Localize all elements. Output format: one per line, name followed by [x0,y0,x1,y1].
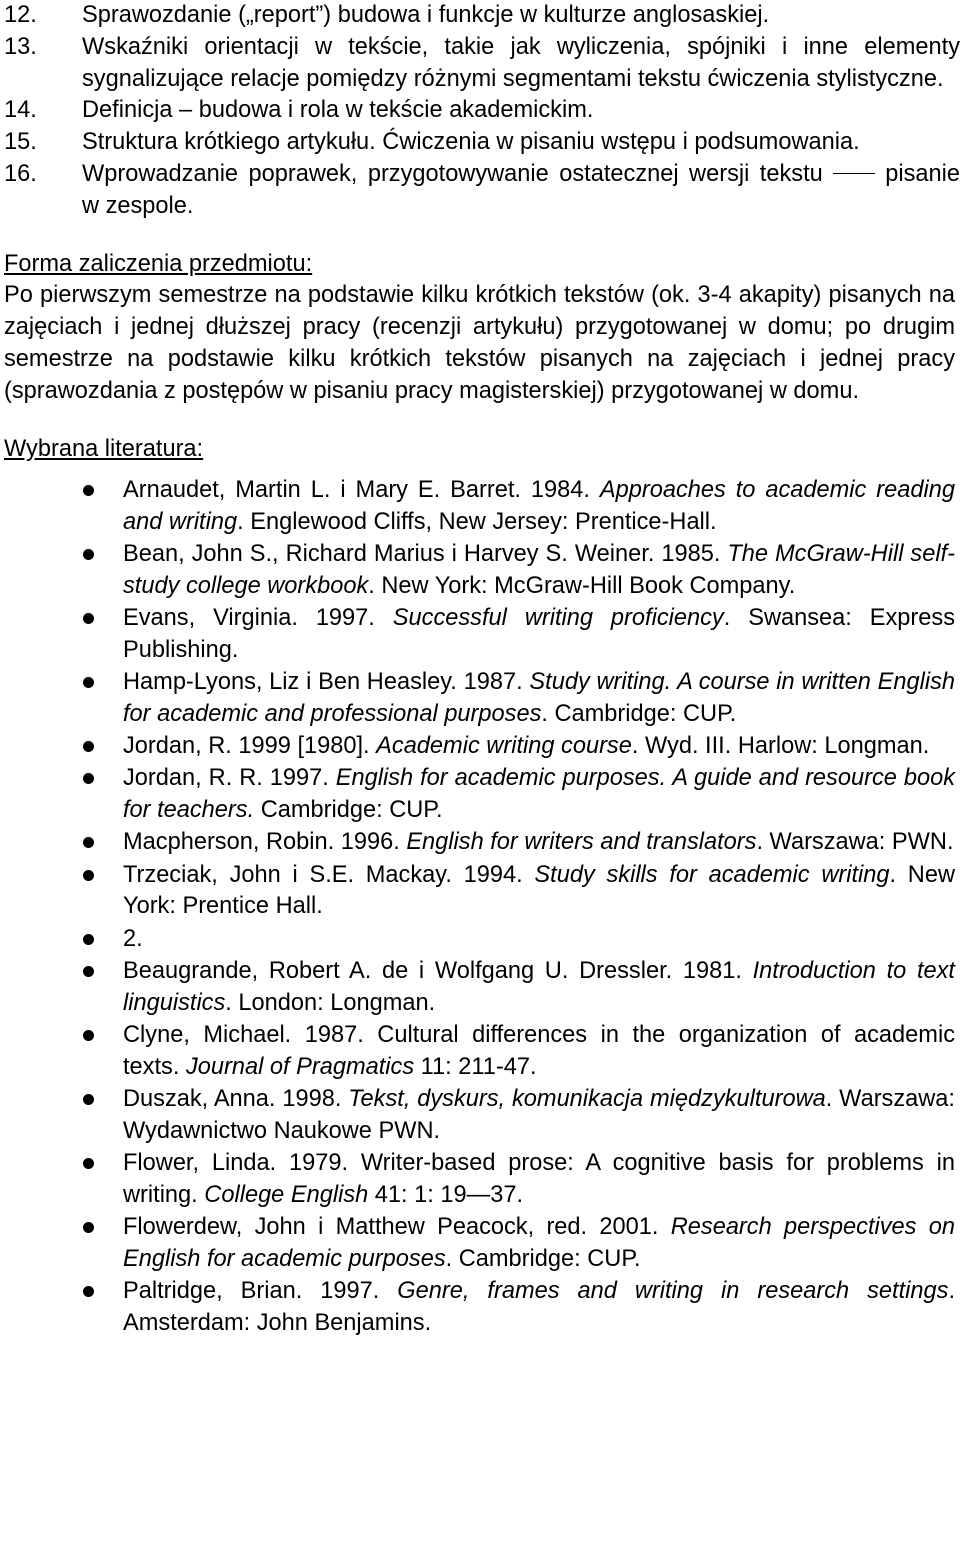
topic-number: 16. [4,160,37,187]
bullet-icon [83,934,94,945]
assessment-body: Po pierwszym semestrze na podstawie kilku krótkich tekstów (ok. 3-4 akapity) pisanych na zajęciach i jednej dłuższej pracy (recenzji artykułu) przygotowanej w domu; po drugim semestrze na podstawie kilku krótkich tekstów pisanych na zajęciach i jednej pracy (sprawozdania z postępów w pisaniu pracy magisterskiej) przygotowanej w domu. [4,282,955,404]
literature-text: Trzeciak, John i S.E. Mackay. 1994. [123,861,535,888]
topic-text: Sprawozdanie („report”) budowa i funkcje w kulturze anglosaskiej. [82,2,770,28]
literature-title: Introduction to text linguistics [123,957,955,1016]
literature-item [4,539,955,603]
literature-text: . New York: Prentice Hall. [123,861,956,920]
bullet-icon [83,485,94,496]
topic-item [4,127,960,159]
literature-text: . London: Longman. [225,989,436,1016]
literature-text: Duszak, Anna. 1998. [123,1085,349,1112]
literature-item [4,1276,955,1340]
literature-text: . Englewood Cliffs, New Jersey: Prentice-Hall. [237,509,717,536]
literature-title: English for academic purposes. A guide and resource book for teachers. [123,765,955,824]
literature-title: College English [204,1181,369,1208]
literature-text: . Warszawa: PWN. [756,829,954,856]
topic-number: 14. [4,97,37,124]
literature-text: Jordan, R. 1999 [1980]. [123,733,377,760]
literature-title: Tekst, dyskurs, komunikacja międzykulturowa [348,1085,826,1112]
literature-text: Flower, Linda. 1979. Writer-based prose: A cognitive basis for problems in writing. [123,1149,955,1208]
literature-title: Study writing. A course in written English for academic and professional purposes [123,669,956,728]
bullet-icon [83,773,94,784]
literature-text: . New York: McGraw-Hill Book Company. [368,573,796,600]
topic-number: 15. [4,129,37,156]
literature-text: 2. [123,925,143,952]
literature-item [4,1212,955,1276]
topic-text: Struktura krótkiego artykułu. Ćwiczenia w pisaniu wstępu i podsumowania. [82,129,860,156]
topic-number: 13. [4,33,37,60]
literature-item [4,731,955,763]
literature-text: Beaugrande, Robert A. de i Wolfgang U. Dressler. 1981. [123,957,753,984]
literature-text: Hamp-Lyons, Liz i Ben Heasley. 1987. [123,669,530,696]
bullet-icon [83,837,94,848]
literature-title: Study skills for academic writing [534,861,890,888]
literature-item [4,667,955,731]
bullet-icon [83,1222,94,1233]
topic-list [4,0,960,223]
literature-item [4,1148,955,1212]
bullet-icon [83,677,94,688]
literature-item [4,603,955,667]
bullet-icon [83,870,94,881]
topic-item [4,32,960,96]
bullet-icon [83,1094,94,1105]
literature-title: Genre, frames and writing in research settings [397,1277,949,1304]
literature-title: English for writers and translators [406,829,757,856]
topic-text-continued: pisanie w zespole. [82,160,960,219]
literature-text: . Wyd. III. Harlow: Longman. [631,733,930,760]
bullet-icon [83,613,94,624]
literature-item [4,956,955,1020]
bullet-icon [83,741,94,752]
literature-title: The McGraw-Hill self-study college workbook [123,541,955,600]
topic-number: 12. [4,2,37,28]
bullet-icon [83,1158,94,1169]
literature-item [4,860,955,924]
topic-item [4,0,960,32]
literature-text: Paltridge, Brian. 1997. [123,1277,398,1304]
literature-text: Bean, John S., Richard Marius i Harvey S. Weiner. 1985. [123,541,728,568]
literature-text: Flowerdew, John i Matthew Peacock, red. 2001. [123,1213,671,1240]
literature-text: . Swansea: Express Publishing. [123,605,955,664]
literature-text: . Amsterdam: John Benjamins. [123,1277,955,1336]
bullet-icon [83,549,94,560]
literature-item [4,1084,955,1148]
literature-text: Macpherson, Robin. 1996. [123,829,407,856]
literature-text: Jordan, R. R. 1997. [123,765,336,792]
topic-text: Wprowadzanie poprawek, przygotowywanie ostatecznej wersji tekstu [82,160,823,187]
literature-item [4,827,955,859]
long-dash [833,173,875,174]
literature-text: . Warszawa: Wydawnictwo Naukowe PWN. [123,1085,955,1144]
topic-text: Wskaźniki orientacji w tekście, takie jak wyliczenia, spójniki i inne elementy sygnalizujące relacje pomiędzy różnymi segmentami tekstu ćwiczenia stylistyczne. [82,33,960,92]
assessment-heading: Forma zaliczenia przedmiotu: [4,250,313,277]
literature-title: Successful writing proficiency [392,605,724,632]
bullet-icon [83,1030,94,1041]
topic-text: Definicja – budowa i rola w tekście akademickim. [82,97,594,124]
literature-text: Cambridge: CUP. [254,797,443,824]
literature-text: 41: 1: 19—37. [368,1181,524,1208]
literature-text: Arnaudet, Martin L. i Mary E. Barret. 1984. [123,477,600,504]
literature-title: Academic writing course [376,733,632,760]
literature-item [4,1020,955,1084]
literature-text: . Cambridge: CUP. [541,701,737,728]
literature-item [4,924,955,956]
literature-text: 11: 211-47. [414,1053,537,1080]
literature-text: Clyne, Michael. 1987. Cultural differences in the organization of academic texts. [123,1021,955,1080]
topic-item [4,95,960,127]
literature-heading: Wybrana literatura: [4,435,204,462]
literature-text: . Cambridge: CUP. [445,1245,641,1272]
bullet-icon [83,1286,94,1297]
literature-item [4,475,955,539]
literature-title: Approaches to academic reading and writing [123,477,955,536]
literature-title: Research perspectives on English for academic purposes [123,1213,956,1272]
literature-text: Evans, Virginia. 1997. [123,605,393,632]
topic-item [4,159,960,223]
bullet-icon [83,966,94,977]
literature-title: Journal of Pragmatics [185,1053,415,1080]
literature-list [4,475,960,1339]
literature-item [4,763,955,827]
